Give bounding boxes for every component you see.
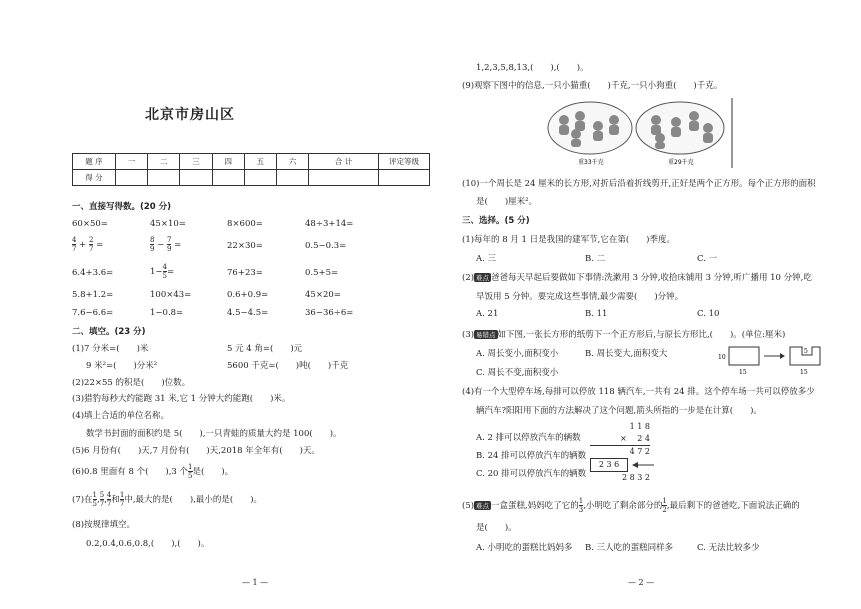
arith-item: 4.5−4.5= (227, 308, 269, 318)
arith-item: 60×50= (72, 219, 108, 229)
q5-mid: ,小明吃了剩余部分的 (583, 501, 663, 511)
q-text: 如下图,一张长方形的纸剪下一个正方形后,与原长方形比,( )。(单位:厘米) (497, 330, 786, 340)
frac-num: 2 (89, 236, 94, 244)
choice-q1-a[interactable]: A. 三 (476, 254, 497, 264)
frac-den: 3 (578, 506, 584, 514)
frac-den: 7 (106, 500, 112, 508)
q-text: 爸爸每天早起后要做如下事情:洗漱用 3 分钟,收拾床铺用 3 分钟,听广播用 10 分钟,吃 (491, 273, 812, 283)
fill-q2: (2)22×55 的积是( )位数。 (72, 378, 191, 388)
arrow-left-icon (632, 460, 656, 470)
frac-num: 5 (99, 491, 105, 499)
fill-q7: (7)在 $\frac{1}{5}$ , $\frac{5}{7}$ , $\frac{4}{7}$ 和 $\frac{1}{7}$ 中,最大的是( ),最小的是( )。 (72, 491, 263, 508)
score-header-cell: 四 (212, 154, 244, 170)
choice-q3 (462, 328, 785, 340)
frac-num: 7 (167, 236, 172, 244)
choice-q2-b[interactable]: B. 11 (585, 309, 608, 319)
fig-small: 5 (804, 348, 808, 355)
score-header-cell: 题 序 (73, 154, 116, 170)
score-cell[interactable] (277, 170, 309, 186)
operator: + (79, 240, 87, 250)
difficulty-tag: 易错点 (476, 331, 496, 339)
choice-q2 (462, 271, 812, 283)
fill-q3: (3)猎豹每秒大约能跑 31 米,它 1 分钟大约能跑( )米。 (72, 394, 291, 404)
score-header-cell: 三 (180, 154, 212, 170)
equals: = (174, 240, 182, 250)
fill-q9: (9)观察下图中的信息,一只小猫重( )千克,一只小狗重( )千克。 (462, 81, 723, 91)
frac-den: 5 (162, 272, 167, 280)
choice-q1: (1)每年的 8 月 1 日是我国的建军节,它在第( )季度。 (462, 235, 676, 245)
cats-dogs-figure (546, 98, 736, 170)
calc-line-highlighted: 2 3 6 (590, 458, 628, 472)
choice-q4-a[interactable]: A. 2 排可以停放汽车的辆数 (476, 433, 581, 443)
score-header-cell: 五 (244, 154, 276, 170)
fill-q4a: 数学书封面的面积约是 5( ),一只青蛙的质量大约是 100( )。 (86, 429, 342, 439)
section-1-heading: 一、直接写得数。(20 分) (72, 202, 172, 212)
arith-item: 100×43= (150, 290, 192, 300)
fill-q8: (8)按规律填空。 (72, 520, 136, 530)
score-cell[interactable] (309, 170, 379, 186)
fill-q1d: 5600 千克=( )吨( )千克 (227, 361, 349, 371)
calc-line: × 2 4 (590, 433, 650, 446)
frac-num: 8 (150, 236, 155, 244)
frac-num: 1 (578, 497, 584, 505)
choice-q4: (4)有一个大型停车场,每排可以停放 118 辆汽车,一共有 24 排。这个停车场一共可以停放多少 (462, 387, 815, 397)
fill-q10a: (10)一个周长是 24 厘米的长方形,对折后沿着折线剪开,正好是两个正方形。每个正方形的面积 (462, 179, 816, 189)
score-cell[interactable] (244, 170, 276, 186)
choice-q5-a[interactable]: A. 小明吃的蛋糕比妈妈多 (476, 543, 573, 553)
arith-item-fraction (72, 236, 103, 253)
frac-num: 1 (92, 491, 98, 499)
choice-q1-b[interactable]: B. 二 (585, 254, 606, 264)
choice-q2-c[interactable]: C. 10 (697, 309, 720, 319)
calc-line: 1 1 8 (629, 422, 650, 431)
choice-q5 (462, 497, 800, 514)
operator: − (157, 240, 165, 250)
q-num: (2) (462, 273, 475, 283)
seq-answer: 1,2,3,5,8,13,( ),( )。 (476, 63, 589, 73)
vertical-multiplication (590, 421, 650, 484)
fig-h1: 10 (718, 354, 726, 361)
score-table (72, 153, 430, 186)
score-header-cell: 一 (116, 154, 148, 170)
img-left-label: 重33千克 (578, 159, 604, 166)
difficulty-tag: 难点 (476, 274, 490, 282)
arith-item: 1−0.8= (150, 308, 184, 318)
score-header-cell: 六 (277, 154, 309, 170)
score-header-cell: 二 (148, 154, 180, 170)
choice-q3-a[interactable]: A. 周长变小,面积变小 (476, 349, 559, 359)
page-number-1: — 1 — (242, 578, 269, 587)
fill-q1c: 9 米²=( )分米² (86, 361, 158, 371)
page-number-2: — 2 — (628, 578, 655, 587)
arith-item: 0.6+0.9= (227, 290, 269, 300)
q6-pre: (6)0.8 里面有 8 个( ),3 个 (72, 467, 189, 477)
score-header-cell: 评定等级 (379, 154, 430, 170)
frac-den: 7 (119, 500, 125, 508)
score-cell[interactable] (116, 170, 148, 186)
frac-den: 7 (99, 500, 105, 508)
q-num: (3) (462, 330, 475, 340)
calc-line: 2 8 3 2 (622, 473, 650, 482)
frac-den: 7 (72, 245, 77, 253)
rectangle-cut-figure (712, 343, 824, 379)
fill-q6 (72, 463, 233, 480)
section-3-heading: 三、选择。(5 分) (462, 216, 530, 226)
difficulty-tag: 难点 (476, 502, 490, 510)
q6-post: 是( )。 (192, 467, 234, 477)
choice-q4-cont: 辆汽车?阳阳用下面的方法解决了这个问题,箭头所指的一步是在计算( )。 (476, 406, 762, 416)
arith-item-fraction (150, 236, 181, 253)
fill-q1a: (1)7 分米=( )米 (72, 344, 149, 354)
q5-pre: 一盒蛋糕,妈妈吃了它的 (491, 501, 579, 511)
arith-item: 0.5−0.3= (305, 241, 347, 251)
choice-q3-b[interactable]: B. 周长变大,面积变大 (585, 349, 668, 359)
choice-q2-a[interactable]: A. 21 (476, 309, 499, 319)
arith-item: 7.6−6.6= (72, 308, 114, 318)
frac-den: 7 (89, 245, 94, 253)
fill-q10b: 是( )厘米²。 (476, 197, 538, 207)
arith-item: 6.4+3.6= (72, 268, 114, 278)
choice-q2-cont: 早饭用 5 分钟。要完成这些事情,最少需要( )分钟。 (476, 292, 684, 302)
arith-prefix: 1− (150, 267, 163, 277)
equals: = (96, 240, 104, 250)
choice-q3-c[interactable]: C. 周长不变,面积变小 (476, 368, 559, 378)
choice-q5-cont: 是( )。 (476, 523, 517, 533)
equals: = (167, 267, 175, 277)
fill-q8a: 0.2,0.4,0.6,0.8,( ),( )。 (86, 539, 210, 549)
q5-post: ,最后剩下的爸爸吃,下面说法正确的 (666, 501, 800, 511)
choice-q5-c[interactable]: C. 无法比较多少 (697, 543, 760, 553)
fill-q1b: 5 元 4 角=( )元 (227, 344, 303, 354)
fig-w2: 15 (800, 369, 808, 376)
fill-q5: (5)6 月份有( )天,7 月份有( )天,2018 年全年有( )天。 (72, 446, 320, 456)
q-num: (5) (462, 501, 475, 511)
arith-item: 22×30= (227, 241, 263, 251)
img-right-label: 重29千克 (668, 159, 694, 166)
q7-post: 中,最大的是( ),最小的是( )。 (124, 495, 263, 505)
choice-q4-c[interactable]: C. 20 排可以停放汽车的辆数 (476, 469, 587, 479)
frac-num: 4 (162, 263, 167, 271)
arith-item: 0.5+5= (305, 268, 339, 278)
frac-den: 5 (92, 500, 98, 508)
choice-q1-c[interactable]: C. 一 (697, 254, 718, 264)
frac-num: 1 (662, 497, 667, 505)
choice-q5-b[interactable]: B. 三人吃的蛋糕同样多 (585, 543, 674, 553)
calc-line: 4 7 2 (629, 447, 650, 456)
page-title: 北京市房山区 (145, 107, 235, 123)
frac-den: 5 (188, 472, 193, 480)
q7-pre: (7)在 (72, 495, 93, 505)
frac-den: 9 (150, 245, 155, 253)
score-cell[interactable] (212, 170, 244, 186)
arith-item: 5.8+1.2= (72, 290, 114, 300)
score-cell[interactable] (148, 170, 180, 186)
arith-item-fraction (150, 263, 174, 280)
frac-num: 1 (188, 463, 193, 471)
frac-num: 1 (119, 491, 125, 499)
arith-item: 36−36÷6= (305, 308, 354, 318)
fill-q4: (4)填上合适的单位名称。 (72, 411, 170, 421)
frac-num: 4 (72, 236, 77, 244)
arith-item: 45×10= (150, 219, 186, 229)
arith-item: 45×20= (305, 290, 341, 300)
choice-q4-b[interactable]: B. 24 排可以停放汽车的辆数 (476, 451, 587, 461)
frac-num: 4 (106, 491, 112, 499)
section-2-heading: 二、填空。(23 分) (72, 327, 146, 337)
score-cell[interactable] (379, 170, 430, 186)
arith-item: 48÷3+14= (305, 219, 354, 229)
fig-w1: 15 (739, 369, 747, 376)
arith-item: 76+23= (227, 268, 263, 278)
score-row-label: 得 分 (73, 170, 116, 186)
frac-den: 2 (662, 506, 667, 514)
arith-item: 8×600= (227, 219, 263, 229)
score-header-cell: 合 计 (309, 154, 379, 170)
score-cell[interactable] (180, 170, 212, 186)
frac-den: 9 (167, 245, 172, 253)
